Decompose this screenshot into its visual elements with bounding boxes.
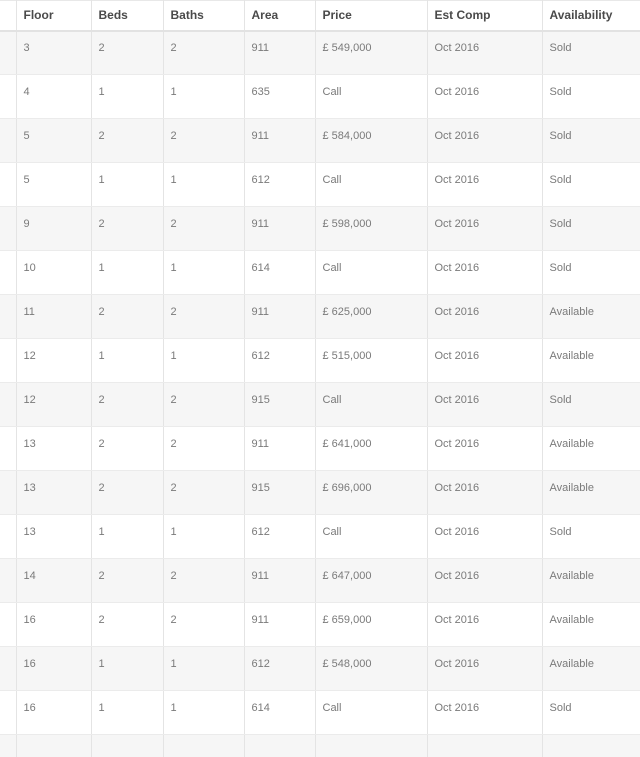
cell-floor: 4: [16, 75, 91, 119]
cell-beds: 1: [91, 251, 163, 295]
table-row[interactable]: [0, 251, 640, 295]
table-row[interactable]: [0, 647, 640, 691]
cell-baths: 2: [163, 383, 244, 427]
table-row[interactable]: [0, 515, 640, 559]
cell-beds: 1: [91, 515, 163, 559]
cell-est-comp: Oct 2016: [427, 75, 542, 119]
row-lead-cell: [0, 383, 16, 427]
cell-floor: 10: [16, 251, 91, 295]
cell-availability: Sold: [542, 207, 640, 251]
row-lead-cell: [0, 515, 16, 559]
cell-availability: Sold: [542, 31, 640, 75]
cell-est-comp: Oct 2016: [427, 31, 542, 75]
cell-est-comp: Oct 2016: [427, 163, 542, 207]
cell-floor: 9: [16, 207, 91, 251]
cell-price: £ 659,000: [315, 603, 427, 647]
cell-est-comp: Oct 2016: [427, 339, 542, 383]
cell-baths: 1: [163, 515, 244, 559]
table-row[interactable]: [0, 603, 640, 647]
table-row[interactable]: [0, 31, 640, 75]
cell-area: 612: [244, 515, 315, 559]
cell-floor: 16: [16, 603, 91, 647]
cell-baths: 1: [163, 251, 244, 295]
cell-area: 635: [244, 75, 315, 119]
cell-area: 911: [244, 295, 315, 339]
cell-price: £ 515,000: [315, 339, 427, 383]
cell-floor: 12: [16, 339, 91, 383]
cell-beds: 1: [91, 647, 163, 691]
table-row[interactable]: [0, 559, 640, 603]
cell-price: Call: [315, 163, 427, 207]
cell-est-comp: Oct 2016: [427, 119, 542, 163]
cell-beds: 1: [91, 339, 163, 383]
cell-beds: 2: [91, 295, 163, 339]
row-lead-cell: [0, 31, 16, 75]
cell-beds: 1: [91, 75, 163, 119]
cell-baths: 2: [163, 119, 244, 163]
cell-beds: 2: [91, 559, 163, 603]
cell-price: Call: [315, 383, 427, 427]
row-lead-cell: [0, 647, 16, 691]
row-lead-cell: [0, 163, 16, 207]
column-header-availability[interactable]: Availability: [542, 1, 640, 31]
cell-est-comp: Oct 2016: [427, 515, 542, 559]
row-lead-cell: [0, 735, 16, 757]
column-header-beds[interactable]: Beds: [91, 1, 163, 31]
cell-availability: [542, 735, 640, 757]
cell-availability: Available: [542, 647, 640, 691]
cell-beds: 2: [91, 207, 163, 251]
column-header-floor[interactable]: Floor: [16, 1, 91, 31]
cell-baths: 1: [163, 339, 244, 383]
table-row[interactable]: [0, 163, 640, 207]
cell-area: 911: [244, 119, 315, 163]
cell-beds: 2: [91, 427, 163, 471]
cell-est-comp: Oct 2016: [427, 251, 542, 295]
cell-area: 612: [244, 339, 315, 383]
row-lead-cell: [0, 251, 16, 295]
cell-area: 911: [244, 207, 315, 251]
cell-price: Call: [315, 515, 427, 559]
cell-area: 614: [244, 251, 315, 295]
cell-baths: 2: [163, 559, 244, 603]
table-row[interactable]: [0, 735, 640, 757]
cell-floor: 5: [16, 163, 91, 207]
cell-floor: 5: [16, 119, 91, 163]
cell-availability: Sold: [542, 119, 640, 163]
table-row[interactable]: [0, 471, 640, 515]
cell-availability: Available: [542, 559, 640, 603]
cell-price: Call: [315, 691, 427, 735]
column-header-est-comp[interactable]: Est Comp: [427, 1, 542, 31]
cell-floor: 16: [16, 691, 91, 735]
cell-beds: 2: [91, 119, 163, 163]
cell-beds: 2: [91, 603, 163, 647]
cell-area: [244, 735, 315, 757]
row-lead-cell: [0, 75, 16, 119]
cell-price: £ 549,000: [315, 31, 427, 75]
cell-baths: 2: [163, 31, 244, 75]
column-header-price[interactable]: Price: [315, 1, 427, 31]
cell-area: 911: [244, 31, 315, 75]
header-lead-cell: [0, 1, 16, 31]
row-lead-cell: [0, 691, 16, 735]
cell-floor: 3: [16, 31, 91, 75]
cell-est-comp: [427, 735, 542, 757]
cell-availability: Available: [542, 603, 640, 647]
cell-availability: Sold: [542, 251, 640, 295]
cell-baths: [163, 735, 244, 757]
cell-beds: 1: [91, 691, 163, 735]
row-lead-cell: [0, 295, 16, 339]
table-row[interactable]: [0, 691, 640, 735]
cell-est-comp: Oct 2016: [427, 383, 542, 427]
cell-beds: 2: [91, 31, 163, 75]
cell-baths: 1: [163, 75, 244, 119]
cell-price: £ 696,000: [315, 471, 427, 515]
cell-price: £ 647,000: [315, 559, 427, 603]
cell-floor: 12: [16, 383, 91, 427]
cell-price: £ 548,000: [315, 647, 427, 691]
cell-est-comp: Oct 2016: [427, 295, 542, 339]
cell-beds: 2: [91, 471, 163, 515]
table-header-row: [0, 1, 640, 31]
cell-availability: Sold: [542, 75, 640, 119]
cell-price: Call: [315, 251, 427, 295]
cell-beds: 2: [91, 383, 163, 427]
cell-price: Call: [315, 75, 427, 119]
row-lead-cell: [0, 603, 16, 647]
cell-baths: 1: [163, 647, 244, 691]
table-row[interactable]: [0, 207, 640, 251]
cell-availability: Sold: [542, 383, 640, 427]
row-lead-cell: [0, 207, 16, 251]
table-row[interactable]: [0, 383, 640, 427]
column-header-area[interactable]: Area: [244, 1, 315, 31]
row-lead-cell: [0, 119, 16, 163]
cell-floor: 14: [16, 559, 91, 603]
cell-floor: 13: [16, 427, 91, 471]
cell-est-comp: Oct 2016: [427, 647, 542, 691]
row-lead-cell: [0, 339, 16, 383]
cell-baths: 2: [163, 603, 244, 647]
table-body: [0, 31, 640, 757]
cell-baths: 1: [163, 163, 244, 207]
cell-price: £ 641,000: [315, 427, 427, 471]
table-row[interactable]: [0, 75, 640, 119]
cell-baths: 2: [163, 427, 244, 471]
cell-beds: [91, 735, 163, 757]
cell-availability: Sold: [542, 515, 640, 559]
cell-baths: 2: [163, 295, 244, 339]
cell-availability: Available: [542, 295, 640, 339]
cell-price: £ 625,000: [315, 295, 427, 339]
cell-floor: 16: [16, 647, 91, 691]
cell-floor: 13: [16, 471, 91, 515]
table-row[interactable]: [0, 119, 640, 163]
cell-baths: 1: [163, 691, 244, 735]
cell-area: 911: [244, 559, 315, 603]
row-lead-cell: [0, 471, 16, 515]
cell-area: 911: [244, 603, 315, 647]
cell-area: 915: [244, 383, 315, 427]
cell-beds: 1: [91, 163, 163, 207]
cell-price: [315, 735, 427, 757]
cell-availability: Sold: [542, 691, 640, 735]
cell-availability: Available: [542, 427, 640, 471]
cell-baths: 2: [163, 207, 244, 251]
cell-availability: Sold: [542, 163, 640, 207]
table-row[interactable]: [0, 427, 640, 471]
cell-est-comp: Oct 2016: [427, 471, 542, 515]
cell-area: 612: [244, 647, 315, 691]
cell-est-comp: Oct 2016: [427, 691, 542, 735]
cell-price: £ 598,000: [315, 207, 427, 251]
cell-area: 612: [244, 163, 315, 207]
column-header-baths[interactable]: Baths: [163, 1, 244, 31]
cell-est-comp: Oct 2016: [427, 427, 542, 471]
cell-area: 614: [244, 691, 315, 735]
table-row[interactable]: [0, 295, 640, 339]
cell-area: 915: [244, 471, 315, 515]
cell-availability: Available: [542, 339, 640, 383]
cell-price: £ 584,000: [315, 119, 427, 163]
cell-area: 911: [244, 427, 315, 471]
row-lead-cell: [0, 427, 16, 471]
cell-floor: 11: [16, 295, 91, 339]
cell-est-comp: Oct 2016: [427, 559, 542, 603]
cell-baths: 2: [163, 471, 244, 515]
cell-availability: Available: [542, 471, 640, 515]
row-lead-cell: [0, 559, 16, 603]
table-row[interactable]: [0, 339, 640, 383]
cell-floor: 13: [16, 515, 91, 559]
cell-est-comp: Oct 2016: [427, 603, 542, 647]
cell-est-comp: Oct 2016: [427, 207, 542, 251]
cell-floor: [16, 735, 91, 757]
